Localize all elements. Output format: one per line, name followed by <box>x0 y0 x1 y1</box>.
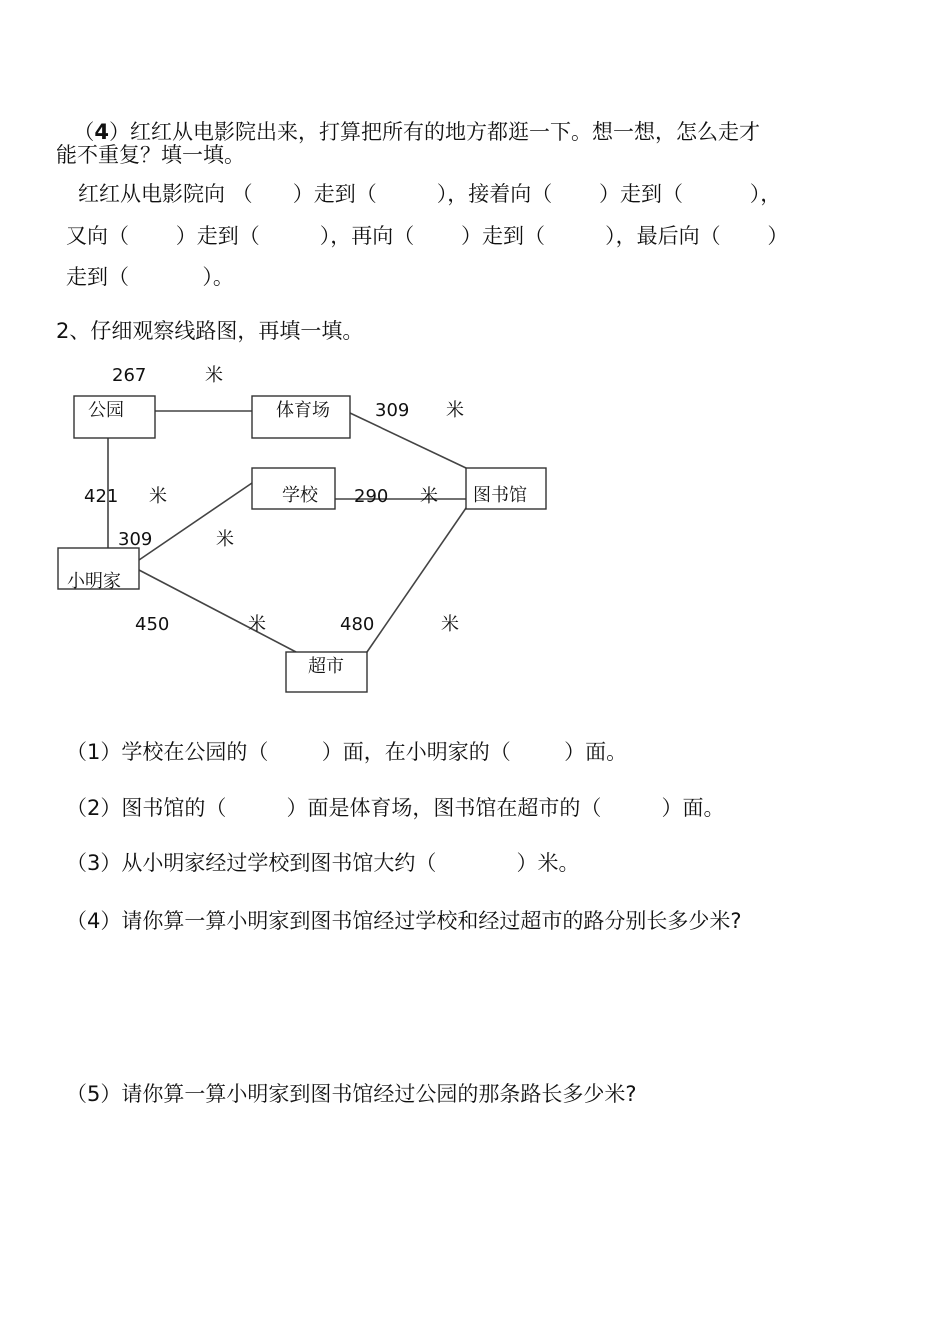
question-3: （3）从小明家经过学校到图书馆大约（ ）米。 <box>66 851 580 875</box>
q4-open-paren: （ <box>73 120 95 144</box>
dist-park-home: 421 <box>84 486 119 507</box>
dist-home-school: 309 <box>118 529 153 550</box>
dist-school-library: 290 <box>354 486 389 507</box>
edge-stadium-library <box>350 413 466 468</box>
home-label: 小明家 <box>67 571 121 592</box>
dist-market-library: 480 <box>340 614 375 635</box>
q4-number: 4 <box>94 120 109 144</box>
park-label: 公园 <box>88 400 124 421</box>
market-label: 超市 <box>308 656 344 677</box>
school-label: 学校 <box>282 485 318 506</box>
library-label: 图书馆 <box>473 485 527 506</box>
dist-home-market: 450 <box>135 614 170 635</box>
dist-stadium-library: 309 <box>375 400 410 421</box>
edge-home-market <box>139 570 296 652</box>
question-5: （5）请你算一算小明家到图书馆经过公园的那条路长多少米? <box>66 1082 637 1106</box>
unit-park-stadium: 米 <box>205 365 223 386</box>
unit-home-school: 米 <box>216 529 234 550</box>
question-1: （1）学校在公园的（ ）面，在小明家的（ ）面。 <box>66 740 628 764</box>
q4-fill-line3: 走到（ ）。 <box>66 265 234 289</box>
unit-stadium-library: 米 <box>446 400 464 421</box>
q4-fill-line1: 红红从电影院向 （ ）走到（ ），接着向（ ）走到（ ）， <box>78 182 782 206</box>
dist-park-stadium: 267 <box>112 365 147 386</box>
q4-line2: 能不重复？填一填。 <box>56 143 245 167</box>
stadium-label: 体育场 <box>276 400 330 421</box>
unit-school-library: 米 <box>420 486 438 507</box>
q4-text: ）红红从电影院出来，打算把所有的地方都逛一下。想一想，怎么走才 <box>108 120 760 144</box>
q4-fill-line2: 又向（ ）走到（ ），再向（ ）走到（ ），最后向（ ） <box>66 224 789 248</box>
question-4: （4）请你算一算小明家到图书馆经过学校和经过超市的路分别长多少米? <box>66 909 742 933</box>
unit-park-home: 米 <box>149 486 167 507</box>
question-2: （2）图书馆的（ ）面是体育场，图书馆在超市的（ ）面。 <box>66 796 725 820</box>
unit-home-market: 米 <box>248 614 266 635</box>
unit-market-library: 米 <box>441 614 459 635</box>
section2-title: 2、仔细观察线路图，再填一填。 <box>56 319 364 343</box>
